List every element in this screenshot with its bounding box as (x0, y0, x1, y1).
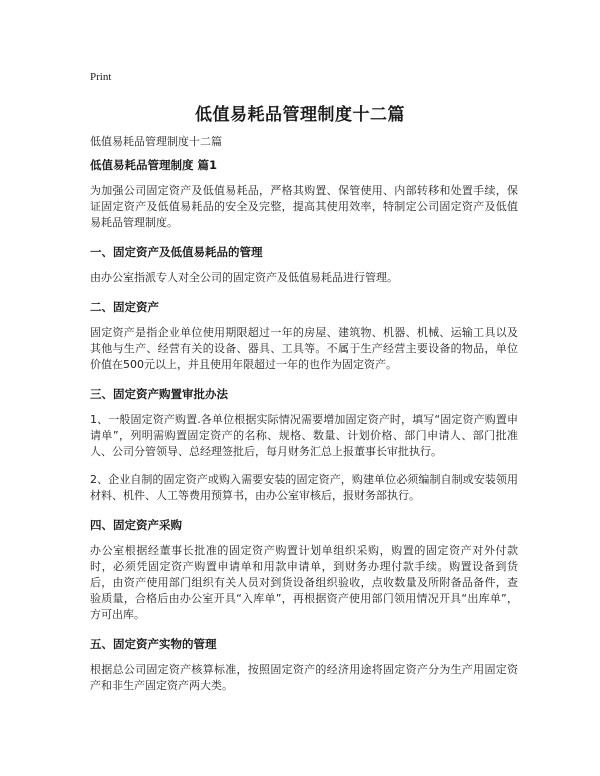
paragraph: 办公室根据经董事长批准的固定资产购置计划单组织采购，购置的固定资产对外付款时，必须凭固定资产购置申请单和用款申请单，到财务办理付款手续。购置设备到货后，由资产使用部门组织有关人员对到货设备组织验收，点收数量及所附备品备件，查验质量，合格后由办公室开具“入库单”，再根据资产使用部门领用情况开具“出库单”，方可出库。 (90, 544, 518, 621)
section-heading: 四、固定资产采购 (90, 518, 182, 532)
paragraph: 根据总公司固定资产核算标准，按照固定资产的经济用途将固定资产分为生产用固定资产和非生产固定资产两大类。 (90, 663, 518, 692)
section-heading: 一、固定资产及低值易耗品的管理 (90, 245, 263, 259)
section-heading: 三、固定资产购置审批办法 (90, 387, 228, 401)
section-heading: 五、固定资产实物的管理 (90, 637, 217, 651)
section-heading: 低值易耗品管理制度 篇1 (90, 158, 218, 172)
paragraph: 由办公室指派专人对全公司的固定资产及低值易耗品进行管理。 (90, 271, 398, 284)
paragraph: 固定资产是指企业单位使用期限超过一年的房屋、建筑物、机器、机械、运输工具以及其他与生产、经营有关的设备、器具、工具等。不属于生产经营主要设备的物品，单位价值在500元以上，并且使用年限超过一年的也作为固定资产。 (90, 326, 518, 371)
paragraph: 2、企业自制的固定资产或购入需要安装的固定资产，购建单位必须编制自制或安装领用材料、机件、人工等费用预算书，由办公室审核后，报财务部执行。 (90, 473, 518, 502)
print-label[interactable]: Print (90, 71, 112, 83)
document-body (90, 156, 518, 706)
section-heading: 二、固定资产 (90, 300, 159, 314)
page-title: 低值易耗品管理制度十二篇 (195, 105, 405, 125)
paragraph: 为加强公司固定资产及低值易耗品，严格其购置、保管使用、内部转移和处置手续，保证固定资产及低值易耗品的安全及完整，提高其使用效率，特制定公司固定资产及低值易耗品管理制度。 (90, 184, 518, 229)
document-subtitle: 低值易耗品管理制度十二篇 (90, 135, 222, 148)
paragraph: 1、一般固定资产购置.各单位根据实际情况需要增加固定资产时，填写“固定资产购置申请单”，列明需购置固定资产的名称、规格、数量、计划价格、部门申请人、部门批准人、公司分管领导、总经理签批后，每月财务汇总上报董事长审批执行。 (90, 413, 518, 458)
